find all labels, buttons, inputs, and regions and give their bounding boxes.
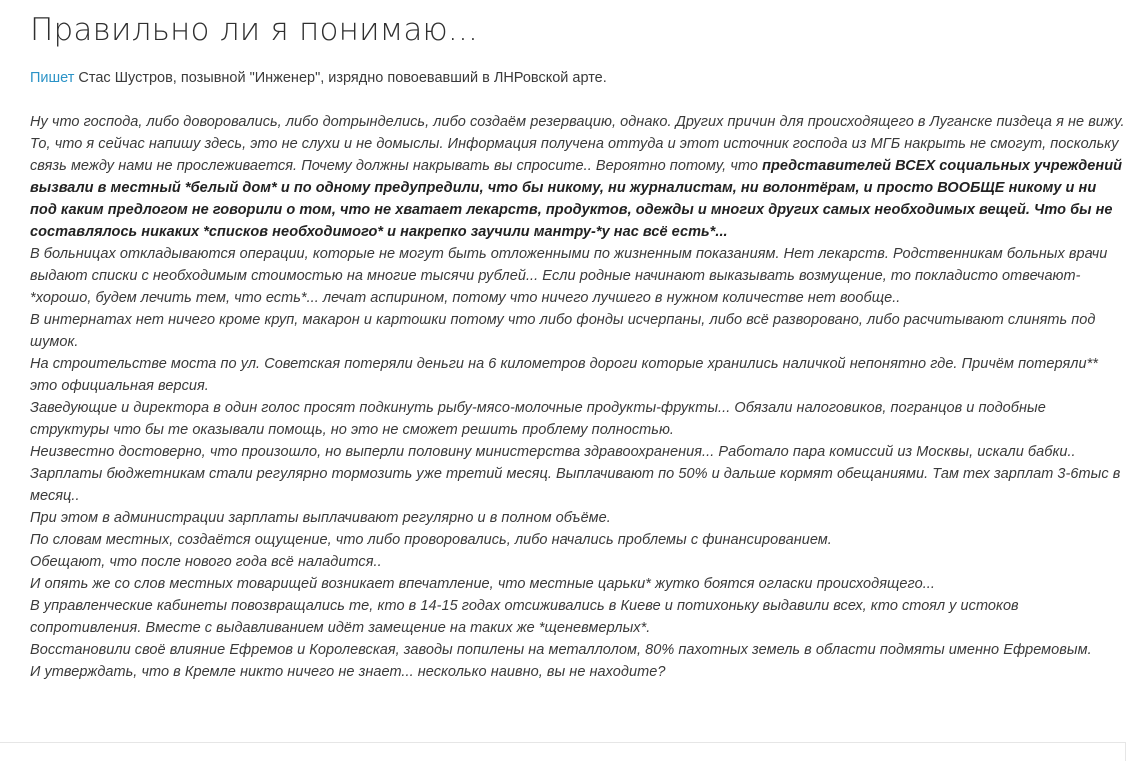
paragraph: Зарплаты бюджетникам стали регулярно тормозить уже третий месяц. Выплачивают по 50% и дальше кормят обещаниями. Там тех зарплат 3-6тыс в месяц.. [30, 466, 1121, 504]
divider-vertical [1125, 742, 1126, 761]
author-link[interactable]: Пишет [30, 70, 75, 86]
bold-text: представителей ВСЕХ социальных учреждений вызвали в местный *белый дом* и по одному предупредили, что бы никому, ни журналистам, ни волонтёрам, и просто ВООБЩЕ никому и ни под каким предлогом не говорили о том, что не хватает лекарств, продуктов, одежды и многих других самых необходимых вещей. Что бы не составлялось никаких *списков необходимого* и накрепко заучили мантру-*у нас всё есть*... [30, 158, 1123, 240]
paragraph: Ну что господа, либо доворовались, либо дотрындeлись, либо создаём резервацию, однако. Других причин для происходящего в Луганске пиздеца я не вижу. [30, 114, 1125, 130]
post-title: Правильно ли я понимаю... [30, 12, 479, 48]
post [30, 0, 1125, 683]
paragraph: Неизвестно достоверно, что произошло, но выперли половину министерства здравоохранения... Работало пара комиссий из Москвы, искали бабки.. [30, 444, 1076, 460]
paragraph: И опять же со слов местных товарищей возникает впечатление, что местные царьки* жутко боятся огласки происходящего... [30, 576, 935, 592]
intro-text: Стас Шустров, позывной "Инженер", изрядно повоевавший в ЛНРовской арте. [74, 70, 607, 86]
paragraph [30, 133, 1125, 243]
paragraph: В интернатах нет ничего кроме круп, макарон и картошки потому что либо фонды исчерпаны, либо всё разворовано, либо расчитывают слинять под шумок. [30, 312, 1096, 350]
paragraph: При этом в администрации зарплаты выплачивают регулярно и в полном объёме. [30, 510, 611, 526]
paragraph: На строительстве моста по ул. Советская потеряли деньги на 6 километров дороги которые хранились наличкой непонятно где. Причём потеряли** это официальная версия. [30, 356, 1098, 394]
paragraph: В больницах откладываются операции, которые не могут быть отложенными по жизненным показаниям. Нет лекарств. Родственникам больных врачи выдают списки с необходимым стоимостью на многие тысячи рублей... Если родные начинают выказывать возмущение, то покладисто отвечают-*хорошо, будем лечить тем, что есть*... лечат аспирином, потому что ничего лучшего в нужном количестве нет вообще.. [30, 246, 1108, 306]
paragraph: По словам местных, создаётся ощущение, что либо проворовались, либо начались проблемы с финансированием. [30, 532, 832, 548]
paragraph: Обещают, что после нового года всё наладится.. [30, 554, 382, 570]
post-intro [30, 67, 1125, 89]
paragraph: И утверждать, что в Кремле никто ничего не знает... несколько наивно, вы не находите? [30, 664, 666, 680]
paragraph: Восстановили своё влияние Ефремов и Королевская, заводы попилены на металлолом, 80% пахотных земель в области подмяты именно Ефремовым. [30, 642, 1092, 658]
paragraph-text: То, что я сейчас напишу здесь, это не слухи и не домыслы. Информация получена оттуда и этот источник господа из МГБ накрыть не смогут, поскольку связь между нами не прослеживается. Почему должны накрывать вы спросите.. Вероятно потому, что [30, 136, 1119, 174]
quoted-text [30, 111, 1125, 683]
paragraph: Заведующие и директора в один голос просят подкинуть рыбу-мясо-молочные продукты-фрукты... Обязали налоговиков, погранцов и подобные структуры что бы те оказывали помощь, но это не сможет решить проблему полностью. [30, 400, 1046, 438]
divider [0, 742, 1125, 743]
paragraph: В управленческие кабинеты повозвращались те, кто в 14-15 годах отсиживались в Киеве и потихоньку выдавили всех, кто стоял у истоков сопротивления. Вместе с выдавливанием идёт замещение на таких же *щеневмерлых*. [30, 598, 1019, 636]
